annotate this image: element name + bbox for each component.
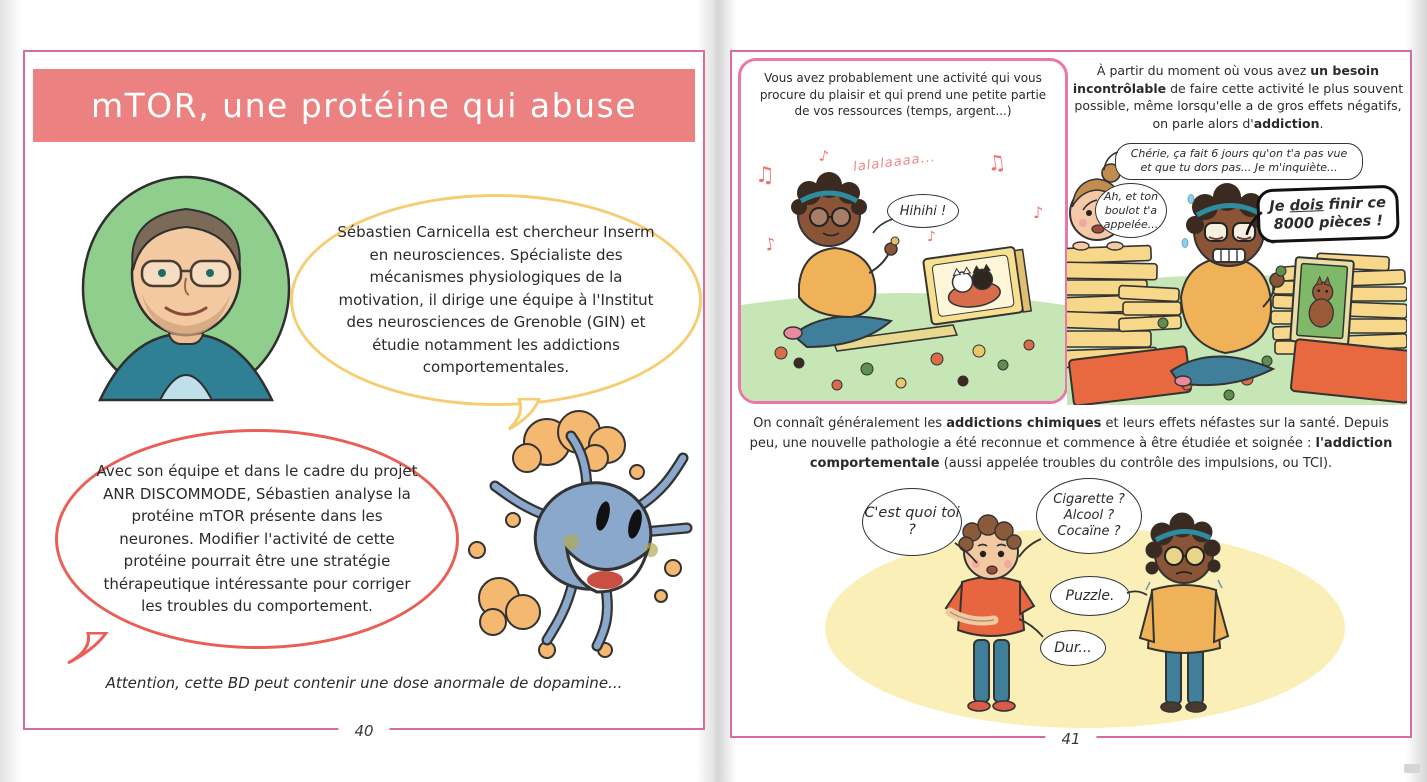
giggle-text: Hihihi ! — [899, 203, 947, 219]
dialogue-scene-illustration — [790, 478, 1356, 730]
speech-bubble-whats-that — [862, 488, 962, 556]
page-title: mTOR, une protéine qui abuse — [90, 86, 637, 125]
caption-bold: addiction — [1253, 115, 1320, 131]
dialogue-a1-text: Puzzle. — [1065, 588, 1115, 604]
music-note-icon: ♪ — [763, 234, 778, 256]
dialogue-q2-text: Cigarette ? Alcool ? Cocaïne ? — [1053, 491, 1125, 540]
narration-paragraph — [744, 414, 1398, 474]
girl-bubble-text — [1267, 194, 1388, 234]
mom-bubble2-text: Ah, et ton boulot t'a appelée... — [1103, 190, 1159, 231]
speech-bubble-mom-worried — [1115, 143, 1363, 180]
speech-bubble-girl-shout — [1256, 185, 1400, 244]
q1-bubble-tail — [953, 541, 979, 565]
right-page-number: 41 — [1045, 730, 1096, 748]
project-text: Avec son équipe et dans le cadre du projet ANR DISCOMMODE, Sébastien analyse la protéine mTOR présente dans les neurones. Modifier l'activité de cette protéine pourrait être une stratégie thérapeutique intéressante pour corriger les troubles du comportement. — [96, 462, 418, 616]
project-bubble-tail — [66, 632, 126, 666]
dialogue-a2-text: Dur... — [1054, 640, 1092, 656]
speech-bubble-bio — [290, 194, 702, 406]
right-page — [730, 50, 1412, 748]
caption-text: . — [1319, 115, 1324, 131]
caption-text: de faire cette activité le plus souvent possible, même lorsqu'elle a de gros effets négatifs, on parle alors d' — [1074, 80, 1404, 131]
speech-bubble-substances — [1036, 478, 1142, 554]
speech-bubble-mom-work — [1095, 183, 1167, 238]
paragraph-text: et leurs effets néfastes sur la santé. Depuis peu, une nouvelle pathologie a été reconnue et commence à être étudiée et soignée : — [749, 416, 1389, 452]
panel2-caption — [1072, 62, 1404, 132]
bio-text: Sébastien Carnicella est chercheur Inserm en neurosciences. Spécialiste des mécanismes physiologiques de la motivation, il dirige une équipe à l'Institut des neurosciences de Grenoble (GIN) et étudie notamment les addictions comportementales. — [337, 223, 655, 377]
speech-bubble-puzzle — [1050, 576, 1130, 616]
q2-bubble-tail — [1017, 537, 1043, 559]
puzzle-scene-illustration — [741, 145, 1065, 401]
girl-bubble-part2: finir ce 8000 pièces ! — [1273, 194, 1387, 234]
music-note-icon: ♫ — [755, 163, 775, 188]
speech-bubble-project — [55, 429, 459, 649]
girl-bubble-tail — [1244, 210, 1265, 237]
left-page-number: 40 — [338, 722, 389, 740]
mom-bubble2-tail — [1082, 198, 1098, 212]
speech-bubble-giggle — [887, 194, 959, 228]
a2-bubble-tail — [1017, 617, 1045, 639]
left-page-edge-shading — [0, 0, 22, 782]
paragraph-text: (aussi appelée troubles du contrôle des impulsions, ou TCI). — [939, 456, 1333, 472]
paragraph-bold: addictions chimiques — [946, 416, 1102, 431]
paragraph-text: On connaît généralement les — [753, 416, 947, 431]
girl-bubble-part1: Je — [1269, 198, 1290, 216]
music-note-icon: ♫ — [985, 149, 1008, 177]
scrollbar-corner-fragment — [1404, 764, 1420, 773]
disclaimer-caption: Attention, cette BD peut contenir une dose anormale de dopamine... — [105, 674, 623, 692]
girl-bubble-underlined: dois — [1289, 197, 1324, 215]
mom-bubble1-tail — [1102, 150, 1120, 172]
music-note-icon: ♪ — [927, 229, 936, 245]
caption-text: À partir du moment où vous avez — [1096, 63, 1311, 78]
speech-bubble-hard — [1040, 630, 1106, 666]
music-note-icon: ♪ — [817, 146, 831, 166]
dialogue-q1-text: C'est quoi toi ? — [864, 504, 960, 538]
a1-bubble-tail — [1125, 587, 1149, 601]
addiction-scene-illustration — [1067, 147, 1407, 405]
caption-bold: un besoin incontrôlable — [1072, 63, 1380, 96]
mom-bubble1-text: Chérie, ça fait 6 jours qu'on t'a pas vue et que tu dors pas... Je m'inquiète... — [1130, 147, 1348, 175]
panel1-caption: Vous avez probablement une activité qui vous procure du plaisir et qui prend une petite partie de vos ressources (temps, argent...) — [759, 71, 1047, 119]
giggle-bubble-tail — [872, 217, 894, 235]
left-page — [23, 50, 705, 740]
music-note-icon: ♪ — [1033, 203, 1044, 222]
paragraph-bold: l'addiction comportementale — [809, 436, 1393, 472]
singing-text: lalalaaaa... — [852, 149, 937, 176]
panel-pleasant-activity — [738, 58, 1068, 404]
mtor-protein-character-illustration — [455, 400, 707, 662]
title-banner — [33, 69, 695, 142]
researcher-portrait-illustration — [80, 174, 296, 402]
